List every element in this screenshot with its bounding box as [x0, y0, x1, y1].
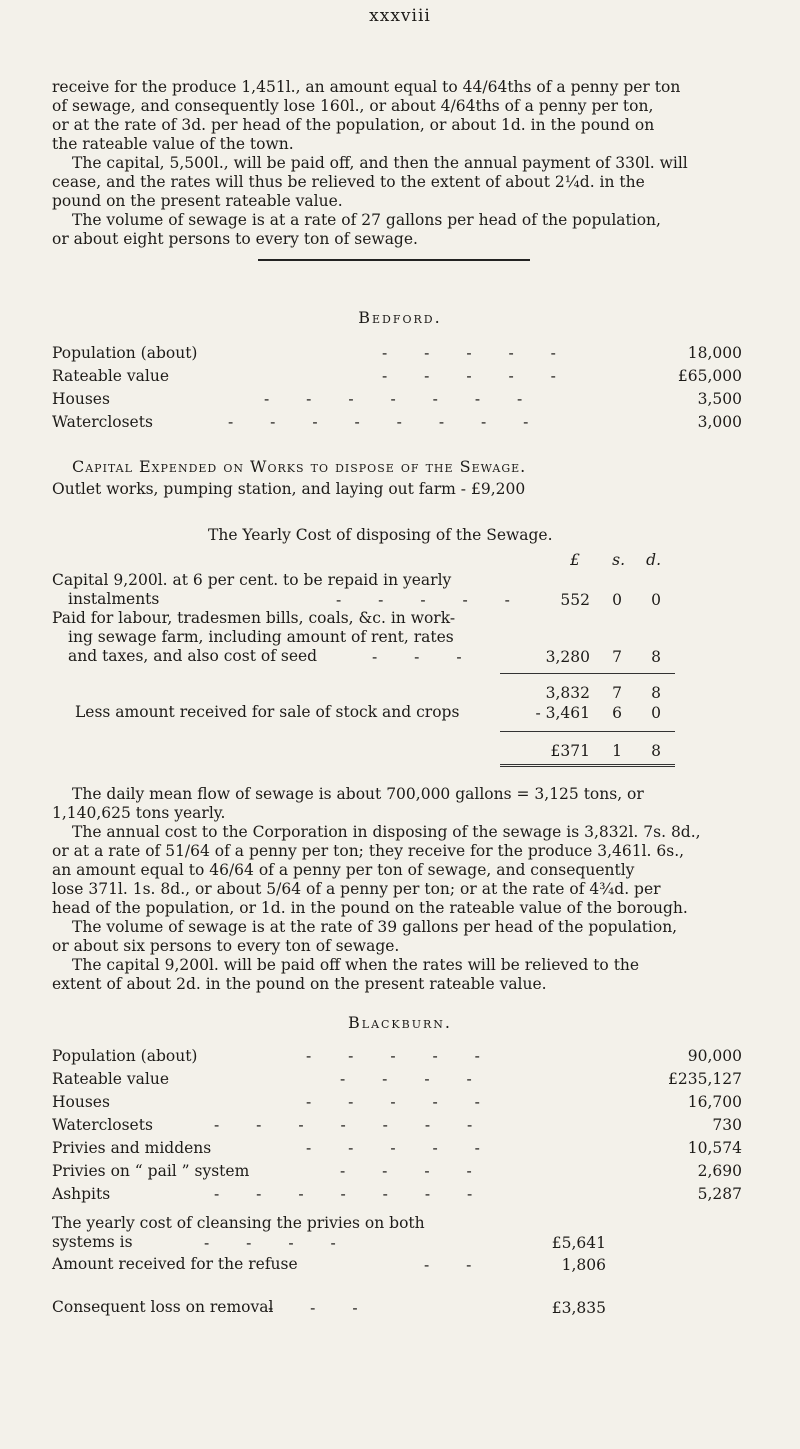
pence-value: 0: [651, 591, 661, 609]
section-heading-blackburn: Blackburn.: [348, 1013, 452, 1032]
less-received-amount: [0, 703, 800, 723]
refuse-received-amount: [0, 1255, 800, 1275]
leader-dots: - - - - -: [306, 1093, 496, 1111]
leader-dots: - - - -: [204, 1234, 352, 1252]
stat-value: 2,690: [697, 1162, 742, 1180]
stat-row: [52, 1184, 742, 1204]
section-heading-bedford: Bedford.: [358, 308, 442, 327]
leader-dots: - - - - -: [336, 591, 526, 609]
leader-dots: - - - - -: [382, 344, 572, 362]
stat-row: [52, 1069, 742, 1089]
text-line: extent of about 2d. in the pound on the present rateable value.: [52, 975, 547, 993]
text-line: The volume of sewage is at the rate of 39 gallons per head of the population,: [72, 918, 678, 936]
leader-dots: - - -: [372, 648, 478, 666]
stat-row: [52, 1092, 742, 1112]
cost-item-label: Capital 9,200l. at 6 per cent. to be repaid in yearly: [52, 571, 452, 589]
refuse-received-label: Amount received for the refuse: [52, 1255, 298, 1273]
sum-rule: [500, 673, 675, 674]
shillings-value: 7: [612, 684, 622, 702]
pence-value: 8: [651, 742, 661, 760]
pounds-header: £: [570, 551, 580, 569]
stat-row: [52, 389, 742, 409]
leader-dots: - - - -: [340, 1162, 488, 1180]
yearly-cost-heading: The Yearly Cost of disposing of the Sewage.: [208, 526, 553, 544]
stat-label: Rateable value: [52, 367, 169, 385]
leader-dots: - - - - - - -: [264, 390, 539, 408]
less-received-label: Less amount received for sale of stock and crops: [75, 703, 460, 721]
pence-value: 0: [651, 704, 661, 722]
loss-on-removal-label: Consequent loss on removal: [52, 1298, 274, 1316]
text-line: head of the population, or 1d. in the pound on the rateable value of the borough.: [52, 899, 688, 917]
pounds-value: £371: [550, 742, 590, 760]
stat-value: £65,000: [677, 367, 742, 385]
leader-dots: - - - - - - -: [214, 1185, 489, 1203]
shillings-value: 7: [612, 648, 622, 666]
shillings-value: 6: [612, 704, 622, 722]
text-line: an amount equal to 46/64 of a penny per ton of sewage, and consequently: [52, 861, 635, 879]
stat-label: Ashpits: [52, 1185, 111, 1203]
text-line: The volume of sewage is at a rate of 27 gallons per head of the population,: [72, 211, 661, 229]
leader-dots: - - - -: [340, 1070, 488, 1088]
pounds-value: 3,280: [545, 648, 590, 666]
stat-value: 730: [712, 1116, 742, 1134]
text-line: lose 371l. 1s. 8d., or about 5/64 of a penny per ton; or at the rate of 4¾d. per: [52, 880, 661, 898]
stat-row: [52, 1115, 742, 1135]
pounds-value: - 3,461: [535, 704, 590, 722]
text-line: or at the rate of 3d. per head of the population, or about 1d. in the pound on: [52, 116, 655, 134]
money-column-headers: [0, 550, 800, 570]
stat-label: Houses: [52, 1093, 110, 1111]
stat-label: Population (about): [52, 344, 198, 362]
text-line: or about eight persons to every ton of sewage.: [52, 230, 418, 248]
stat-label: Population (about): [52, 1047, 198, 1065]
stat-value: 3,000: [697, 413, 742, 431]
stat-value: 90,000: [687, 1047, 742, 1065]
text-line: 1,140,625 tons yearly.: [52, 804, 226, 822]
pounds-value: 3,832: [545, 684, 590, 702]
text-line: The daily mean flow of sewage is about 700,000 gallons = 3,125 tons, or: [72, 785, 644, 803]
stat-value: 16,700: [687, 1093, 742, 1111]
amount-value: 1,806: [561, 1256, 606, 1274]
total-rule: [500, 764, 675, 767]
shillings-header: s.: [612, 551, 625, 569]
cost-item-label: instalments: [68, 590, 160, 608]
intro-paragraph: [52, 78, 752, 249]
capital-expended-heading: Capital Expended on Works to dispose of the Sewage.: [72, 457, 527, 476]
sum-rule: [500, 731, 675, 732]
stat-row: [52, 366, 742, 386]
page-number: xxxviii: [369, 6, 431, 26]
pounds-value: 552: [560, 591, 590, 609]
text-line: receive for the produce 1,451l., an amount equal to 44/64ths of a penny per ton: [52, 78, 681, 96]
cost-item-amount: [0, 590, 800, 610]
amount-value: £5,641: [551, 1234, 606, 1252]
leader-dots: - - - - -: [306, 1047, 496, 1065]
stat-label: Houses: [52, 390, 110, 408]
shillings-value: 1: [612, 742, 622, 760]
stat-row: [52, 343, 742, 363]
stat-label: Waterclosets: [52, 413, 153, 431]
cost-item-label: and taxes, and also cost of seed: [68, 647, 318, 665]
stat-row: [52, 1161, 742, 1181]
cleansing-cost-label: The yearly cost of cleansing the privies on both: [52, 1214, 425, 1232]
leader-dots: - - - - -: [382, 367, 572, 385]
text-line: cease, and the rates will thus be relieved to the extent of about 2¼d. in the: [52, 173, 645, 191]
shillings-value: 0: [612, 591, 622, 609]
net-cost-amount: [0, 741, 800, 761]
leader-dots: - - - - - - - -: [228, 413, 545, 431]
stat-label: Privies and middens: [52, 1139, 212, 1157]
pence-header: d.: [646, 551, 661, 569]
leader-dots: - - -: [268, 1299, 374, 1317]
stat-value: £235,127: [668, 1070, 742, 1088]
loss-on-removal-amount: [0, 1298, 800, 1318]
cost-item-label: Paid for labour, tradesmen bills, coals, &c. in work-: [52, 609, 456, 627]
stat-value: 3,500: [697, 390, 742, 408]
stat-value: 5,287: [697, 1185, 742, 1203]
cleansing-cost-label: systems is: [52, 1233, 133, 1251]
pence-value: 8: [651, 648, 661, 666]
cost-item-label: ing sewage farm, including amount of rent, rates: [68, 628, 454, 646]
bedford-summary-paragraph: [52, 785, 752, 994]
text-line: The capital, 5,500l., will be paid off, and then the annual payment of 330l. will: [72, 154, 688, 172]
cost-item-amount: [0, 647, 800, 667]
cleansing-cost-amount: [0, 1233, 800, 1253]
capital-expended-line: Outlet works, pumping station, and laying out farm - £9,200: [52, 480, 526, 498]
text-line: The annual cost to the Corporation in disposing of the sewage is 3,832l. 7s. 8d.,: [72, 823, 701, 841]
stat-label: Waterclosets: [52, 1116, 153, 1134]
text-line: pound on the present rateable value.: [52, 192, 343, 210]
stat-label: Privies on “ pail ” system: [52, 1162, 250, 1180]
stat-row: [52, 1138, 742, 1158]
stat-value: 18,000: [687, 344, 742, 362]
text-line: the rateable value of the town.: [52, 135, 294, 153]
section-divider: [258, 259, 530, 261]
pence-value: 8: [651, 684, 661, 702]
stat-value: 10,574: [687, 1139, 742, 1157]
text-line: The capital 9,200l. will be paid off when the rates will be relieved to the: [72, 956, 640, 974]
leader-dots: - -: [424, 1256, 488, 1274]
subtotal-amount: [0, 683, 800, 703]
stat-row: [52, 412, 742, 432]
text-line: or at a rate of 51/64 of a penny per ton; they receive for the produce 3,461l. 6s.,: [52, 842, 685, 860]
stat-row: [52, 1046, 742, 1066]
amount-value: £3,835: [551, 1299, 606, 1317]
leader-dots: - - - - - - -: [214, 1116, 489, 1134]
text-line: of sewage, and consequently lose 160l., or about 4/64ths of a penny per ton,: [52, 97, 654, 115]
stat-label: Rateable value: [52, 1070, 169, 1088]
text-line: or about six persons to every ton of sewage.: [52, 937, 400, 955]
leader-dots: - - - - -: [306, 1139, 496, 1157]
